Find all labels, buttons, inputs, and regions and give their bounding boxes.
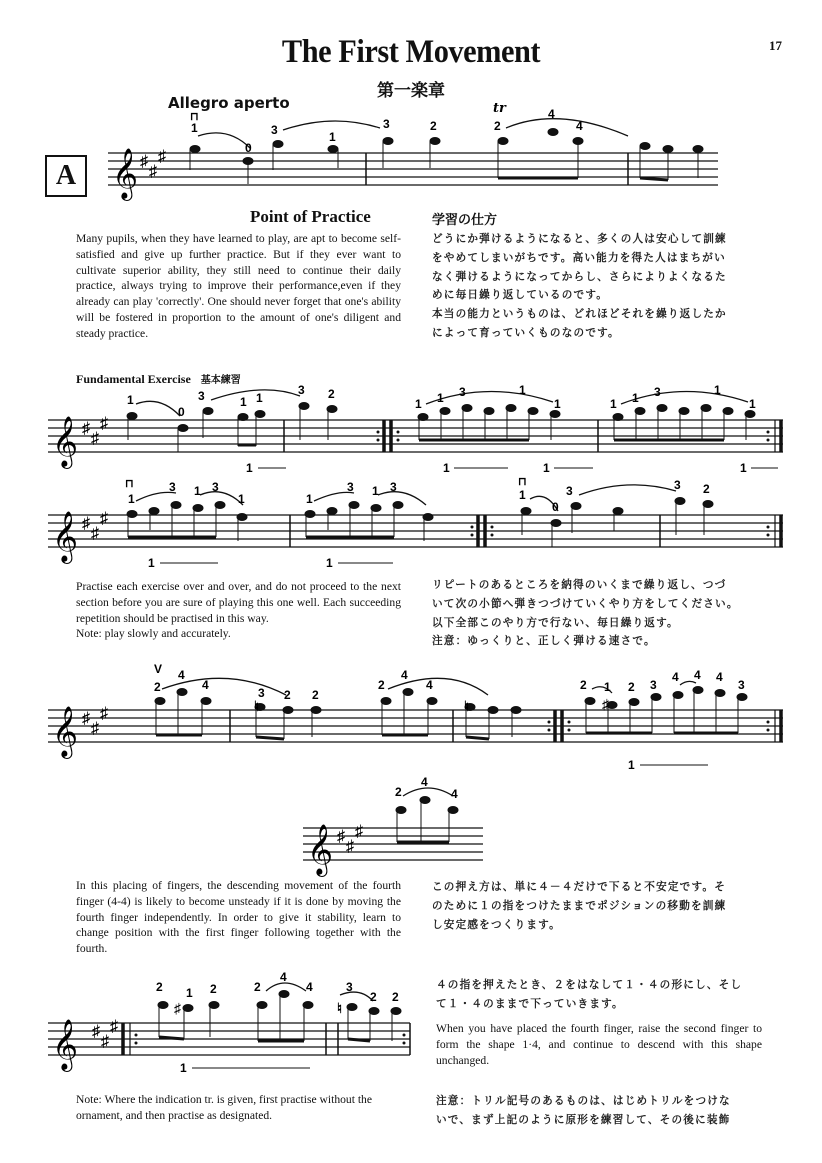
point-of-practice-text: Many pupils, when they have learned to play, are apt to become self-satisfied and give up further practice. But if they ever want to cultivate superior ability, they still need to continue their daily practice, always trying to improve their performance,even if they already can play 'correctly'. One should never forget that one's ability will be fostered in proportion to the amount of one's diligent and steady practice. (76, 232, 401, 340)
treble-clef-icon: 𝄞 (52, 416, 79, 467)
music-staff-exercise-2 (48, 475, 783, 575)
svg-text:4: 4 (202, 678, 209, 692)
svg-text:1: 1 (246, 461, 253, 475)
treble-clef-icon: 𝄞 (112, 148, 139, 199)
svg-text:1: 1 (604, 680, 611, 694)
svg-text:3: 3 (212, 480, 219, 494)
svg-text:4: 4 (716, 670, 723, 684)
svg-text:1: 1 (194, 484, 201, 498)
svg-text:♯: ♯ (100, 415, 108, 432)
svg-text:1: 1 (329, 130, 336, 144)
svg-text:1: 1 (610, 397, 617, 411)
svg-text:1: 1 (148, 556, 155, 570)
trill-note-text: Note: Where the indication tr. is given, first practise without the ornament, and then practise as designated. (76, 1093, 372, 1122)
svg-text:4: 4 (178, 668, 185, 682)
svg-text:1: 1 (543, 461, 550, 475)
svg-text:2: 2 (703, 482, 710, 496)
svg-text:♯: ♯ (92, 1023, 100, 1040)
svg-text:0: 0 (245, 141, 252, 155)
svg-text:♯: ♯ (91, 525, 99, 542)
svg-text:1: 1 (127, 393, 134, 407)
svg-text:3: 3 (271, 123, 278, 137)
svg-text:1: 1 (240, 395, 247, 409)
svg-text:♯: ♯ (82, 710, 90, 727)
svg-text:3: 3 (738, 678, 745, 692)
svg-text:4: 4 (576, 119, 583, 133)
svg-text:3: 3 (650, 678, 657, 692)
svg-text:♯: ♯ (101, 1033, 109, 1050)
point-of-practice-heading: Point of Practice (250, 207, 371, 226)
svg-text:2: 2 (392, 990, 399, 1004)
practise-instructions-jp: リピートのあるところを納得のいくまで繰り返し、つづ いて次の小節へ弾きつづけていくやり方をしてください。 以下全部このやり方で行ない、毎日繰り返す。 注意：ゆっくりと、正しく弾ける速さで。 (432, 579, 739, 648)
svg-text:4: 4 (306, 980, 313, 994)
svg-text:1: 1 (714, 383, 721, 397)
svg-text:V: V (154, 662, 163, 676)
svg-text:♯: ♯ (174, 1000, 181, 1016)
svg-text:1: 1 (437, 391, 444, 405)
svg-text:1: 1 (238, 492, 245, 506)
svg-text:⊓: ⊓ (190, 111, 199, 123)
practise-instructions: Practise each exercise over and over, and do not proceed to the next section before you are sure of playing this one well. Each succeeding repetition should be practised in this way. Note: play slowly and accurately. (76, 580, 401, 641)
section-label: A (45, 155, 87, 197)
svg-text:4: 4 (421, 775, 428, 789)
svg-text:2: 2 (156, 980, 163, 994)
treble-clef-icon: 𝄞 (52, 511, 79, 562)
svg-text:1: 1 (519, 383, 526, 397)
svg-text:1: 1 (180, 1061, 187, 1075)
svg-text:2: 2 (154, 680, 161, 694)
svg-text:1: 1 (191, 121, 198, 135)
treble-clef-icon: 𝄞 (307, 824, 334, 875)
fourth-finger-explanation: In this placing of fingers, the descending movement of the fourth finger (4-4) is likely to become unsteady if it is done by moving the fourth finger independently. In order to give it stability, learn to change position with the first finger following together with the fourth. (76, 879, 401, 956)
svg-text:1: 1 (628, 758, 635, 772)
svg-text:♮: ♮ (337, 1000, 343, 1016)
svg-text:3: 3 (347, 480, 354, 494)
svg-text:0: 0 (178, 405, 185, 419)
treble-clef-icon: 𝄞 (52, 706, 79, 757)
fourth-finger-explanation-jp: この押え方は、単に４－４だけで下ると不安定です。そ のために１の指をつけたままでポジションの移動を訓練 し安定感をつくります。 (432, 881, 727, 931)
svg-text:1: 1 (554, 397, 561, 411)
svg-text:3: 3 (298, 383, 305, 397)
svg-text:♯: ♯ (158, 148, 166, 165)
point-of-practice-jp-text: どうにか弾けるようになると、多くの人は安心して訓練 をやめてしまいがちです。高い能力を得た人はまちがい なく弾けるようになってからし、さらによりよくなるた めに毎日繰り返しているのです。 本当の能力というものは、どれほどそれを繰り返したか によって育っていくものなのです。 (432, 233, 727, 339)
svg-text:3: 3 (258, 686, 265, 700)
music-staff-exercise-4 (303, 770, 483, 875)
svg-text:4: 4 (426, 678, 433, 692)
svg-text:♯: ♯ (140, 153, 148, 170)
shape-note-text: When you have placed the fourth finger, raise the second finger to form the shape 1·4, and continue to descend with this shape unchanged. (436, 1022, 762, 1067)
svg-text:⊓: ⊓ (518, 476, 527, 488)
svg-text:2: 2 (430, 119, 437, 133)
svg-text:3: 3 (654, 385, 661, 399)
svg-text:3: 3 (169, 480, 176, 494)
page-title: The First Movement (281, 34, 541, 70)
shape-note-jp: ４の指を押えたとき、２をはなして１・４の形にし、そし て１・４のままで下っていきます。 (436, 979, 743, 1010)
svg-text:4: 4 (401, 668, 408, 682)
svg-text:♯: ♯ (100, 510, 108, 527)
svg-text:2: 2 (628, 680, 635, 694)
svg-text:3: 3 (383, 117, 390, 131)
svg-text:3: 3 (459, 385, 466, 399)
svg-text:3: 3 (674, 478, 681, 492)
svg-text:♯: ♯ (149, 163, 157, 180)
treble-clef-icon: 𝄞 (52, 1019, 79, 1070)
svg-text:4: 4 (672, 670, 679, 684)
fundamental-exercise-label: Fundamental Exercise 基本練習 (76, 372, 241, 386)
svg-text:2: 2 (494, 119, 501, 133)
svg-text:4: 4 (280, 970, 287, 984)
svg-text:♯: ♯ (602, 696, 609, 712)
svg-text:2: 2 (370, 990, 377, 1004)
svg-text:1: 1 (749, 397, 756, 411)
svg-text:2: 2 (580, 678, 587, 692)
svg-text:1: 1 (443, 461, 450, 475)
svg-text:2: 2 (284, 688, 291, 702)
music-staff-exercise-5 (48, 965, 418, 1080)
svg-text:2: 2 (328, 387, 335, 401)
svg-text:2: 2 (312, 688, 319, 702)
svg-text:4: 4 (451, 787, 458, 801)
svg-text:1: 1 (128, 492, 135, 506)
svg-text:2: 2 (395, 785, 402, 799)
svg-text:♮: ♮ (464, 698, 470, 714)
svg-text:♮: ♮ (254, 698, 260, 714)
svg-text:1: 1 (256, 391, 263, 405)
point-of-practice-jp-heading: 学習の仕方 (432, 213, 498, 228)
svg-text:♯: ♯ (91, 430, 99, 447)
svg-text:3: 3 (566, 484, 573, 498)
svg-text:4: 4 (694, 668, 701, 682)
svg-text:1: 1 (326, 556, 333, 570)
svg-text:2: 2 (210, 982, 217, 996)
svg-text:1: 1 (632, 391, 639, 405)
svg-text:0: 0 (552, 500, 559, 514)
svg-text:♯: ♯ (337, 828, 345, 845)
music-staff-exercise-1 (48, 380, 783, 480)
svg-text:♯: ♯ (91, 720, 99, 737)
svg-text:1: 1 (372, 484, 379, 498)
svg-text:1: 1 (519, 488, 526, 502)
svg-text:3: 3 (390, 480, 397, 494)
svg-text:tr: tr (493, 101, 506, 116)
svg-text:♯: ♯ (82, 420, 90, 437)
tempo-marking: Allegro aperto (168, 94, 290, 112)
svg-text:♯: ♯ (110, 1018, 118, 1035)
svg-text:4: 4 (548, 107, 555, 121)
svg-text:♯: ♯ (346, 838, 354, 855)
svg-text:2: 2 (378, 678, 385, 692)
svg-text:♯: ♯ (100, 705, 108, 722)
svg-text:♯: ♯ (355, 823, 363, 840)
svg-text:2: 2 (254, 980, 261, 994)
music-staff-exercise-3 (48, 662, 783, 775)
svg-text:1: 1 (186, 986, 193, 1000)
svg-text:⊓: ⊓ (125, 478, 134, 490)
svg-text:3: 3 (346, 980, 353, 994)
svg-text:1: 1 (306, 492, 313, 506)
trill-note-jp: 注意：トリル記号のあるものは、はじめトリルをつけな いで、まず上記のように原形を練習して、その後に装飾 (436, 1095, 731, 1126)
svg-text:3: 3 (198, 389, 205, 403)
svg-text:♯: ♯ (82, 515, 90, 532)
page-subtitle-jp: 第一楽章 (377, 81, 445, 101)
svg-text:1: 1 (415, 397, 422, 411)
page-number: 17 (769, 38, 782, 53)
svg-text:1: 1 (740, 461, 747, 475)
